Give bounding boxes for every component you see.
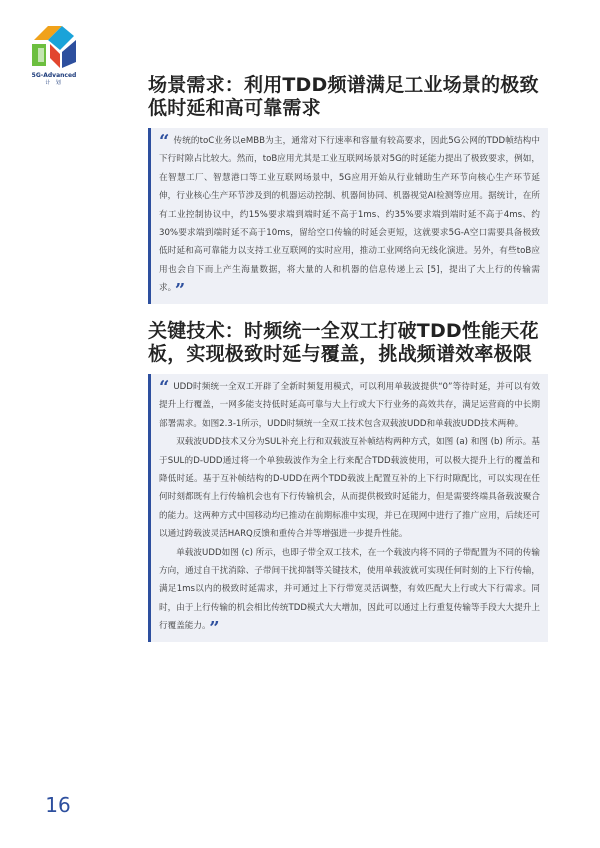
paragraph: 单载波UDD如图 (c) 所示，也即子带全双工技术，在一个载波内将不同的子带配置为不同的传输方向，通过自干扰消除、子带间干扰抑制等关键技术，使用单载波就可实现任何时刻的上下行传输，满足1ms以内的极致时延需求，并可通过上下行带宽灵活调整，有效匹配大上行或大下行需求。同时，由于上行传输的机会相比传统TDD模式大大增加，因此可以通过上行重复传输等手段大大提升上行覆盖能力。: [159, 547, 540, 632]
close-quote-icon: ”: [209, 618, 220, 640]
logo-subtitle: 计 划: [45, 80, 63, 86]
paragraph: 双载波UDD技术又分为SUL补充上行和双载波互补帧结构两种方式，如图 (a) 和图 (b) 所示。基于SUL的D-UDD通过将一个单独载波作为全上行来配合TDD载波使用，可以极大提升上行的覆盖和降低时延。基于互补帧结构的D-UDD在两个TDD载波上配置互补的上下行时隙配比，可以实现在任何时刻都既有上行传输机会也有下行传输机会，从而提供极致时延能力，但是需要终端具备载波聚合的能力。这两种方式中国移动均已推动在前期标准中实现，并已在现网中进行了推广应用，后续还可以通过跨载波灵活HARQ反馈和重传合并等增强进一步提升性能。: [159, 437, 540, 540]
open-quote-icon: “: [159, 377, 170, 398]
section-title: 场景需求：利用TDD频谱满足工业场景的极致低时延和高可靠需求: [148, 74, 539, 119]
section-key-tech: [148, 320, 548, 642]
paragraph: 传统的toC业务以eMBB为主，通常对下行速率和容量有较高要求，因此5G公网的TDD帧结构中下行时隙占比较大。然而，toB应用尤其是工业互联网场景对5G的时延能力提出了极致要求，例如，在智慧工厂、智慧港口等工业互联网场景中，5G应用开始从行业辅助生产环节向核心生产环节延伸，行业核心生产环节涉及到的机器运动控制、机器间协同、机器视觉AI检测等应用。据统计，在所有工业控制协议中，约15%要求端到端时延不高于1ms、约35%要求端到端时延不高于4ms、约30%要求端到端时延不高于10ms，留给空口传输的时延会更短，这就要求5G-A空口需要具备极致低时延和高可靠能力以支持工业互联网的实时应用，推动工业网络向无线化演进。另外，有些toB应用也会自下而上产生海量数据，将大量的人和机器的信息传递上云 [5]，提出了大上行的传输需求。: [159, 136, 540, 294]
section-scenario: [148, 74, 548, 304]
section-title: 关键技术：时频统一全双工打破TDD性能天花板，实现极致时延与覆盖，挑战频谱效率极限: [148, 320, 539, 365]
close-quote-icon: ”: [174, 280, 186, 302]
page-number: 16: [45, 793, 71, 817]
quote-block: [148, 374, 548, 642]
open-quote-icon: “: [159, 131, 170, 152]
quote-block: [148, 128, 548, 304]
paragraph: UDD时频统一全双工开辟了全新时频复用模式，可以利用单载波提供“0”等待时延，并可以有效提升上行覆盖，一网多能支持低时延高可靠与大上行或大下行业务的高效共存，满足运营商的中长期部署需求。如图2.3-1所示，UDD时频统一全双工技术包含双载波UDD和单载波UDD技术两种。: [159, 382, 540, 429]
logo-brand: 5G-Advanced: [31, 72, 77, 79]
